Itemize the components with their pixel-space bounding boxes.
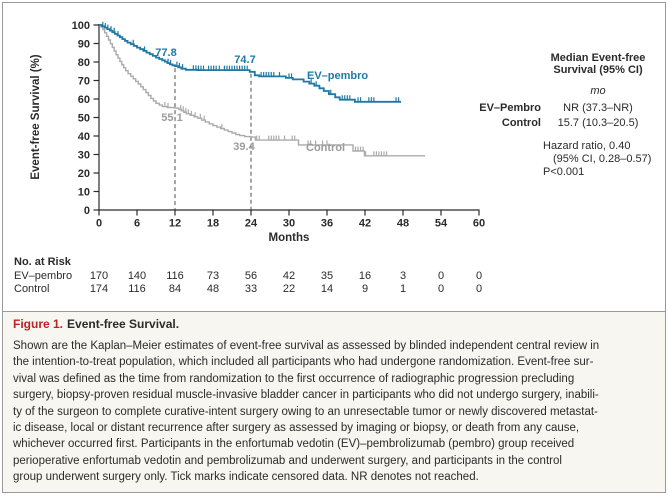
stats-group-ev: EV–Pembro [479, 102, 541, 114]
risk-count: 22 [282, 283, 296, 295]
risk-count: 14 [320, 283, 334, 295]
risk-table-title: No. at Risk [14, 256, 71, 268]
risk-count: 42 [282, 270, 296, 282]
x-tick-label: 36 [320, 217, 334, 230]
y-tick-label: 0 [83, 204, 90, 217]
stats-unit: mo [590, 85, 606, 97]
x-tick-label: 6 [133, 217, 141, 230]
y-tick-label: 100 [71, 19, 90, 32]
stats-row-ev [451, 102, 655, 114]
x-axis-title: Months [268, 232, 310, 244]
stats-value-control: 15.7 (10.3–20.5) [557, 117, 639, 129]
risk-count: 170 [89, 270, 109, 282]
p-value: P<0.001 [543, 166, 585, 178]
caption-line: ty of the surgeon to complete curative-intent surgery owing to an unresectable tumor or newly discovered metastat- [13, 405, 598, 418]
hazard-ratio-line1: Hazard ratio, 0.40 [543, 140, 631, 152]
y-tick-label: 80 [77, 56, 90, 69]
risk-count: 84 [168, 283, 182, 295]
x-tick-label: 12 [168, 217, 182, 230]
risk-count: 116 [166, 270, 184, 282]
y-tick-label: 40 [77, 130, 90, 143]
caption-line: vival was defined as the time from randomization to the first occurrence of radiographic progression precluding [13, 372, 575, 385]
y-tick-label: 30 [77, 149, 90, 162]
y-tick-label: 70 [77, 75, 90, 88]
figure-title [13, 317, 179, 331]
risk-count: 16 [358, 270, 372, 282]
caption-line: group underwent surgery only. Tick marks indicate censored data. NR denotes not reached. [13, 471, 479, 484]
stats-header [516, 52, 668, 76]
risk-count: 0 [437, 270, 445, 282]
caption-line: the intention-to-treat population, which included all participants who had undergone randomization. Event-free sur- [13, 356, 594, 369]
risk-count: 116 [128, 283, 146, 295]
y-tick-label: 60 [77, 93, 90, 106]
y-tick-label: 10 [77, 186, 90, 199]
x-tick-label: 60 [472, 217, 486, 230]
x-tick-label: 42 [358, 217, 372, 230]
x-tick-label: 54 [434, 217, 448, 230]
x-tick-label: 18 [206, 217, 220, 230]
caption-line: whichever occurred first. Participants in the enfortumab vedotin (EV)–pembrolizumab (pembro) group received [13, 438, 575, 451]
risk-count: 3 [399, 270, 407, 282]
annotation-control-12mo: 55.1 [161, 112, 183, 124]
risk-count: 174 [89, 283, 109, 295]
x-tick-label: 48 [396, 217, 410, 230]
figure-caption-body [13, 338, 661, 486]
risk-count: 73 [206, 270, 220, 282]
y-axis-title: Event-free Survival (%) [30, 54, 42, 180]
figure-title-text: Event-free Survival. [67, 317, 180, 331]
x-tick-label: 30 [282, 217, 296, 230]
risk-row-label-ev: EV–pembro [14, 270, 73, 282]
risk-count: 35 [320, 270, 334, 282]
annotation-ev-24mo: 74.7 [234, 54, 256, 66]
risk-count: 140 [127, 270, 147, 282]
risk-row-label-control: Control [14, 283, 50, 295]
stats-header-line1: Median Event-free [550, 52, 646, 64]
km-plot [3, 3, 523, 253]
y-tick-label: 20 [77, 167, 90, 180]
y-tick-label: 50 [77, 112, 90, 125]
stats-row-control [451, 117, 655, 129]
annotation-ev-12mo: 77.8 [155, 47, 177, 59]
caption-line: surgery, biopsy-proven residual muscle-invasive bladder cancer in participants who did not undergo surgery, inabili- [13, 389, 599, 402]
figure-panel [2, 2, 666, 493]
stats-value-ev: NR (37.3–NR) [563, 102, 633, 114]
risk-count: 56 [244, 270, 258, 282]
risk-count: 33 [244, 283, 258, 295]
hazard-ratio-line2: (95% CI, 0.28–0.57) [553, 153, 652, 165]
caption-line: perioperative enfortumab vedotin and pembrolizumab and underwent surgery, and participants in the control [13, 454, 562, 467]
x-tick-label: 24 [244, 217, 258, 230]
risk-count: 0 [437, 283, 445, 295]
stats-group-control: Control [501, 117, 541, 129]
x-tick-label: 0 [95, 217, 103, 230]
risk-count: 1 [399, 283, 407, 295]
risk-count: 0 [475, 283, 483, 295]
stats-header-line2: Survival (95% CI) [553, 64, 643, 76]
annotation-control-24mo: 39.4 [233, 141, 255, 153]
risk-count: 0 [475, 270, 483, 282]
risk-row-ev [3, 270, 523, 283]
figure-number-label: Figure 1. [13, 317, 64, 331]
y-tick-label: 90 [77, 38, 90, 51]
caption-line: ic disease, local or distant recurrence after surgery as assessed by imaging or biopsy, or death from any cause, [13, 422, 580, 435]
curve-label-control: Control [306, 142, 346, 154]
risk-row-control [3, 283, 523, 296]
risk-count: 9 [361, 283, 369, 295]
caption-line: Shown are the Kaplan–Meier estimates of event-free survival as assessed by blinded independent central review in [13, 340, 600, 352]
risk-count: 48 [206, 283, 220, 295]
km-curve-control [99, 25, 425, 156]
curve-label-ev-pembro: EV–pembro [307, 70, 369, 82]
